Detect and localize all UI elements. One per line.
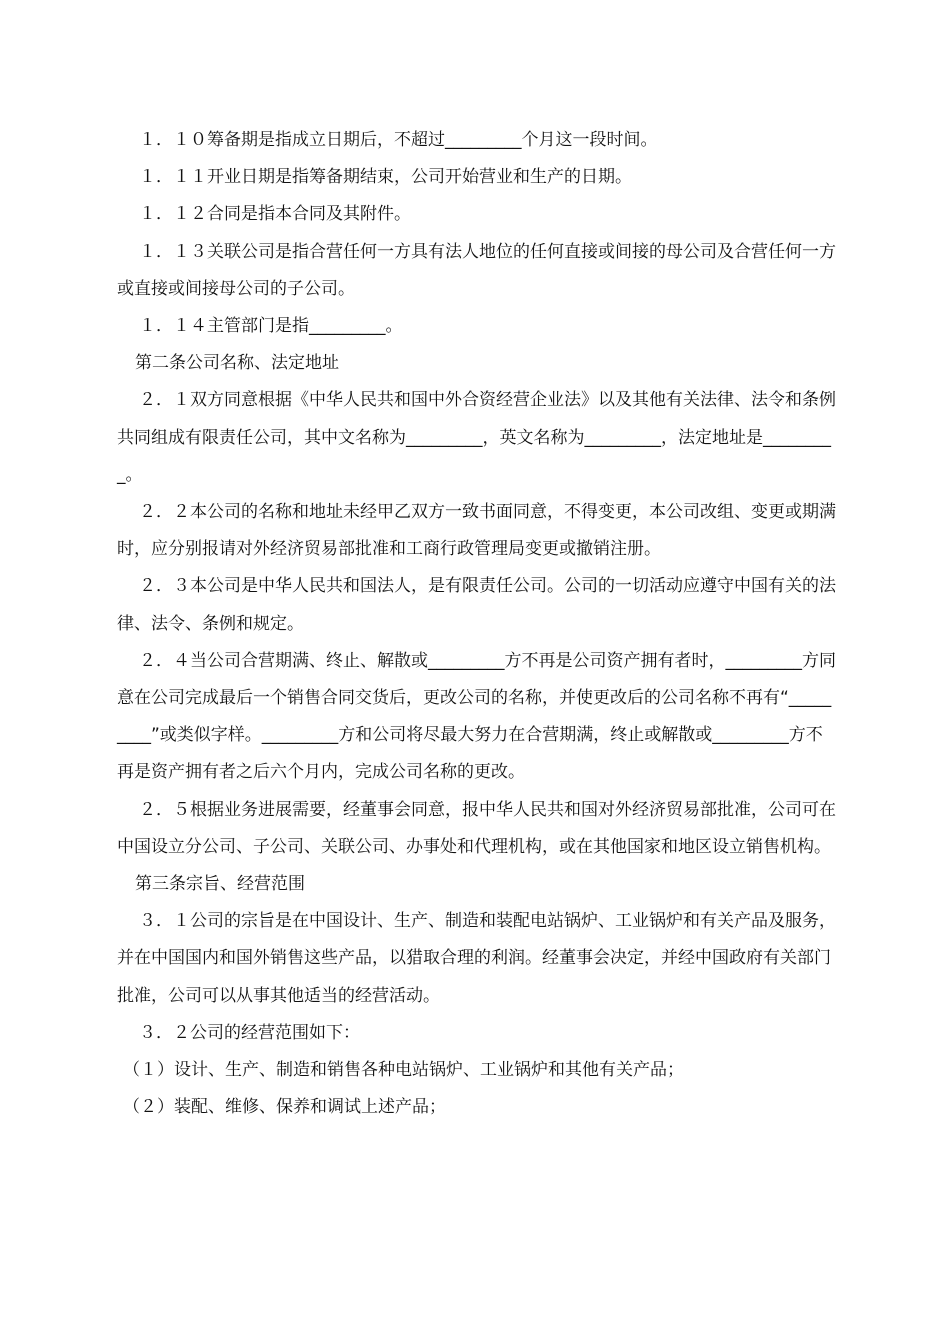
scope-item-1: （１）设计、生产、制造和销售各种电站锅炉、工业锅炉和其他有关产品； [123, 1060, 684, 1081]
document-body [117, 122, 839, 1126]
clause-1-13: １．１３关联公司是指合营任何一方具有法人地位的任何直接或间接的母公司及合营任何一方或直接或间接母公司的子公司。 [117, 241, 836, 299]
clause-2-1: ２．１双方同意根据《中华人民共和国中外合资经营企业法》以及其他有关法律、法令和条例共同组成有限责任公司，其中文名称为_________，英文名称为_________，法定地址是_________。 [117, 390, 836, 485]
clause-2-4: ２．４当公司合营期满、终止、解散或_________方不再是公司资产拥有者时，_________方同意在公司完成最后一个销售合同交货后，更改公司的名称，并使更改后的公司名称不再有“_________”或类似字样。_________方和公司将尽最大努力在合营期满，终止或解散或_________方不再是资产拥有者之后六个月内，完成公司名称的更改。 [117, 650, 836, 783]
article-3-heading: 第三条宗旨、经营范围 [135, 874, 305, 895]
clause-2-3: ２．３本公司是中华人民共和国法人，是有限责任公司。公司的一切活动应遵守中国有关的法律、法令、条例和规定。 [117, 576, 836, 634]
clause-3-1: ３．１公司的宗旨是在中国设计、生产、制造和装配电站锅炉、工业锅炉和有关产品及服务，并在中国国内和国外销售这些产品，以猎取合理的利润。经董事会决定，并经中国政府有关部门批准，公司可以从事其他适当的经营活动。 [117, 911, 836, 1006]
clause-3-2: ３．２公司的经营范围如下： [139, 1022, 360, 1043]
clause-1-14: １．１４主管部门是指_________。 [139, 316, 403, 337]
clause-2-2: ２．２本公司的名称和地址未经甲乙双方一致书面同意，不得变更，本公司改组、变更或期满时，应分别报请对外经济贸易部批准和工商行政管理局变更或撤销注册。 [117, 502, 836, 560]
clause-2-5: ２．５根据业务进展需要，经董事会同意，报中华人民共和国对外经济贸易部批准，公司可在中国设立分公司、子公司、关联公司、办事处和代理机构，或在其他国家和地区设立销售机构。 [117, 799, 836, 857]
article-2-heading: 第二条公司名称、法定地址 [135, 353, 339, 374]
clause-1-10: １．１０筹备期是指成立日期后，不超过_________个月这一段时间。 [139, 130, 658, 150]
scope-item-2: （２）装配、维修、保养和调试上述产品； [123, 1097, 446, 1118]
clause-1-12: １．１２合同是指本合同及其附件。 [139, 204, 411, 225]
clause-1-11: １．１１开业日期是指筹备期结束，公司开始营业和生产的日期。 [139, 167, 632, 188]
